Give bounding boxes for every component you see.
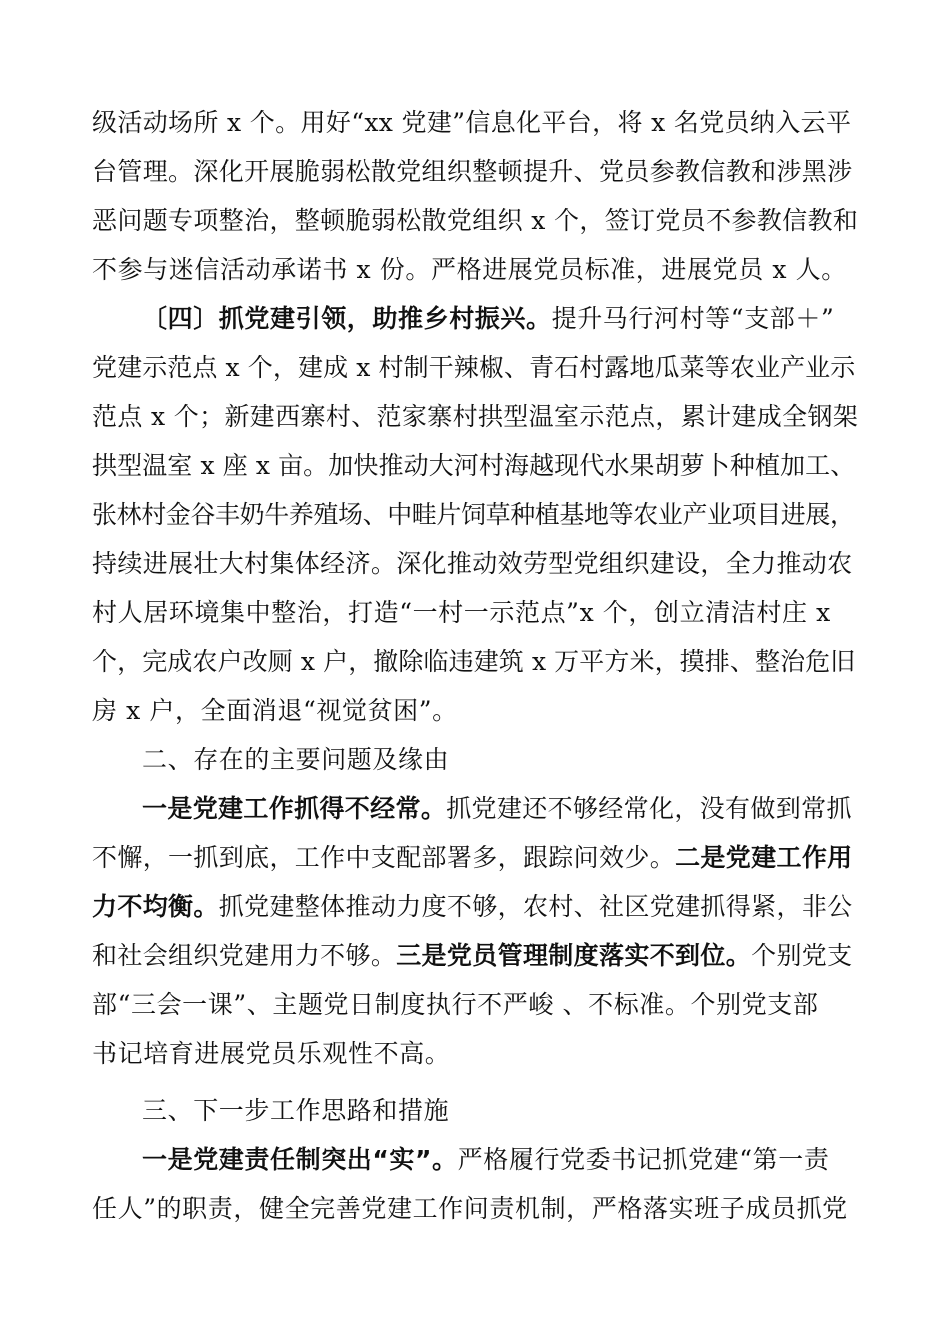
text-line: [92, 843, 853, 873]
point-one-line: [142, 794, 852, 824]
text-line: [92, 255, 847, 285]
text-line: [92, 892, 853, 922]
text-span: 抓党建整体推动力度不够，农村、社区党建抓得紧，非公: [218, 892, 853, 921]
text-line: [92, 941, 853, 971]
text-span: 党建示范点 x 个，建成 x 村制干辣椒、青石村露地瓜菜等农业产业示: [92, 353, 856, 382]
text-line: [92, 1194, 848, 1224]
section-title-text: 三、下一步工作思路和措施: [142, 1096, 450, 1125]
section-four-heading-line: [142, 304, 834, 334]
text-line: [92, 990, 819, 1020]
text-span: 严格履行党委书记抓党建“第一责: [457, 1145, 830, 1174]
next-step-one-line: [142, 1145, 829, 1175]
text-line: [92, 500, 855, 530]
section-four-heading: 〔四〕抓党建引领，助推乡村振兴。: [142, 304, 552, 333]
point-two-heading-cont: 力不均衡。: [92, 892, 219, 921]
text-span: 拱型温室 x 座 x 亩。加快推动大河村海越现代水果胡萝卜种植加工、: [92, 451, 856, 480]
text-span: 持续进展壮大村集体经济。深化推动效劳型党组织建设，全力推动农: [92, 549, 853, 578]
text-line: [92, 353, 855, 383]
point-one-heading: 一是党建工作抓得不经常。: [142, 794, 447, 823]
text-line: [92, 206, 858, 236]
text-span: 提升马行河村等“支部＋”: [551, 304, 835, 333]
text-span: 恶问题专项整治，整顿脆弱松散党组织 x 个，签订党员不参教信教和: [92, 206, 859, 235]
text-line: [92, 451, 855, 481]
text-span: 抓党建还不够经常化，没有做到常抓: [446, 794, 852, 823]
text-span: 部“三会一课”、主题党日制度执行不严峻 、不标准。个别党支部: [92, 990, 819, 1019]
text-line: [92, 402, 858, 432]
text-span: 任人”的职责，健全完善党建工作问责机制，严格落实班子成员抓党: [92, 1194, 848, 1223]
text-span: 个别党支: [751, 941, 853, 970]
text-line: [92, 696, 458, 726]
text-line: [92, 549, 853, 579]
section-two-title: [142, 745, 449, 775]
section-three-title: [142, 1096, 449, 1126]
point-two-heading: 二是党建工作用: [675, 843, 853, 872]
text-line: [92, 1039, 450, 1069]
text-line: [92, 108, 851, 138]
text-span: 不参与迷信活动承诺书 x 份。严格进展党员标准，进展党员 x 人。: [92, 255, 847, 284]
text-span: 张林村金谷丰奶牛养殖场、中畦片饲草种植基地等农业产业项目进展，: [92, 500, 855, 529]
text-span: 范点 x 个；新建西寨村、范家寨村拱型温室示范点，累计建成全钢架: [92, 402, 859, 431]
text-line: [92, 647, 855, 677]
next-step-one-heading: 一是党建责任制突出“实”。: [142, 1145, 458, 1174]
text-span: 和社会组织党建用力不够。: [92, 941, 397, 970]
section-title-text: 二、存在的主要问题及缘由: [142, 745, 450, 774]
text-line: [92, 598, 831, 628]
text-span: 房 x 户，全面消退“视觉贫困”。: [92, 696, 458, 725]
text-span: 村人居环境集中整治，打造“一村一示范点”x 个，创立清洁村庄 x: [92, 598, 831, 627]
text-span: 级活动场所 x 个。用好“xx 党建”信息化平台，将 x 名党员纳入云平: [92, 108, 852, 137]
text-span: 台管理。深化开展脆弱松散党组织整顿提升、党员参教信教和涉黑涉: [92, 157, 853, 186]
text-line: [92, 157, 853, 187]
text-span: 不懈，一抓到底，工作中支配部署多，跟踪问效少。: [92, 843, 676, 872]
text-span: 书记培育进展党员乐观性不高。: [92, 1039, 451, 1068]
text-span: 个，完成农户改厕 x 户，撤除临违建筑 x 万平方米，摸排、整治危旧: [92, 647, 856, 676]
point-three-heading: 三是党员管理制度落实不到位。: [396, 941, 752, 970]
